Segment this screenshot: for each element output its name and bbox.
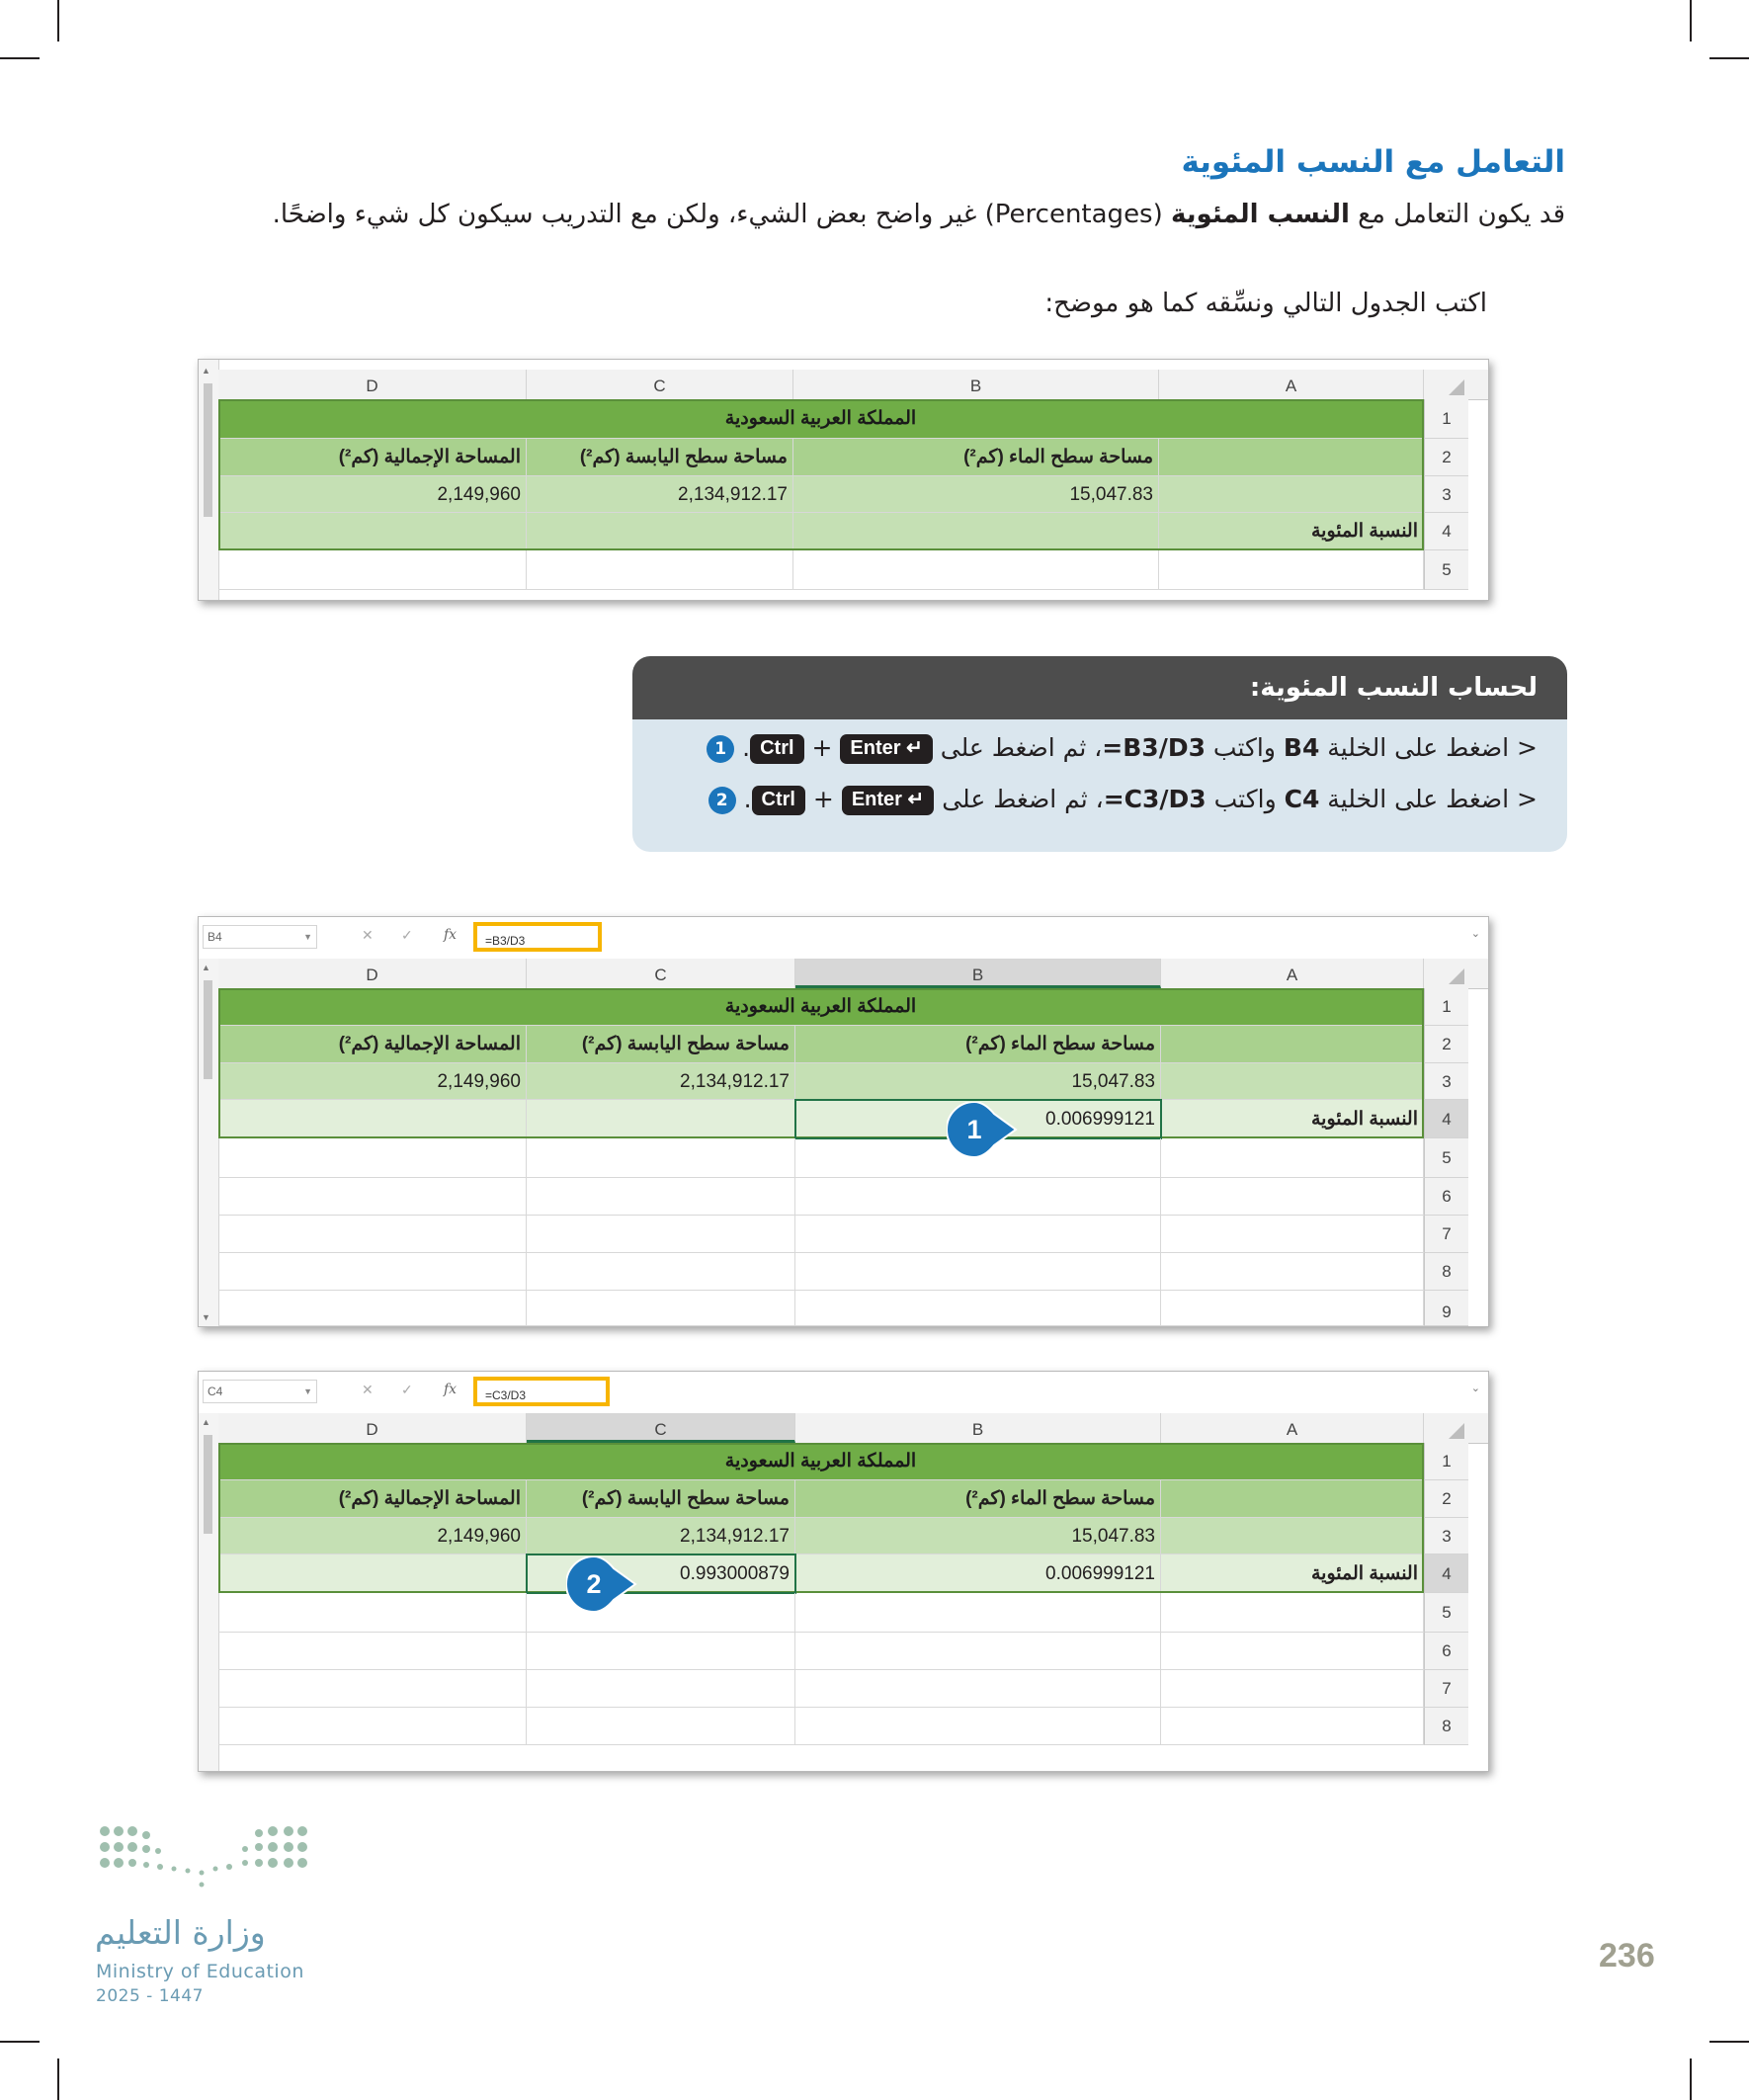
ministry-name-english: Ministry of Education — [96, 1961, 304, 1982]
cell-b8[interactable] — [795, 1253, 1161, 1291]
cell-c8[interactable] — [527, 1253, 795, 1291]
cell-c2[interactable]: مساحة سطح اليابسة (كم²) — [527, 1480, 795, 1518]
cell-d7[interactable] — [218, 1670, 527, 1708]
cell-d4[interactable] — [218, 1100, 527, 1138]
ministry-logo-icon — [97, 1823, 312, 1894]
cell-c5[interactable] — [527, 1138, 795, 1178]
row-number[interactable]: 5 — [1424, 1593, 1468, 1633]
cell-b6[interactable] — [795, 1633, 1161, 1670]
row-number[interactable]: 6 — [1424, 1633, 1468, 1670]
enter-check-icon[interactable]: ✓ — [401, 1382, 413, 1397]
row-number[interactable]: 6 — [1424, 1178, 1468, 1216]
chevron-down-icon[interactable]: ▼ — [303, 1386, 312, 1396]
row-2 — [218, 1480, 1488, 1518]
formula-input[interactable]: =B3/D3 — [473, 922, 602, 952]
ctrl-key-icon: Ctrl — [750, 734, 803, 764]
cell-a4[interactable]: النسبة المئوية — [1161, 1100, 1424, 1138]
cell-d3[interactable]: 2,149,960 — [218, 476, 527, 513]
row-5 — [218, 550, 1488, 590]
tip-step-1 — [707, 733, 1538, 764]
cell-b9[interactable] — [795, 1291, 1161, 1326]
cell-d8[interactable] — [218, 1253, 527, 1291]
page-number: 236 — [1599, 1937, 1655, 1974]
row-5 — [218, 1138, 1488, 1178]
name-box[interactable] — [203, 925, 317, 949]
row-4 — [218, 513, 1488, 550]
cell-a8[interactable] — [1161, 1708, 1424, 1745]
step-cell-ref: C4 — [1284, 785, 1320, 813]
cell-b4[interactable] — [793, 513, 1159, 550]
cancel-icon[interactable]: ✕ — [362, 1382, 374, 1397]
row-number[interactable]: 8 — [1424, 1708, 1468, 1745]
cell-b4[interactable]: 0.006999121 — [795, 1554, 1161, 1593]
step-text: واكتب — [1205, 733, 1284, 762]
tip-box — [632, 656, 1567, 852]
cell-a4[interactable]: النسبة المئوية — [1159, 513, 1424, 550]
vertical-scrollbar[interactable] — [199, 1413, 219, 1771]
cell-d6[interactable] — [218, 1178, 527, 1216]
cell-c5[interactable] — [527, 550, 793, 590]
cell-c8[interactable] — [527, 1708, 795, 1745]
row-9 — [218, 1291, 1488, 1326]
row-number[interactable]: 5 — [1424, 1138, 1468, 1178]
column-header-a[interactable]: A — [1159, 370, 1424, 399]
cell-b8[interactable] — [795, 1708, 1161, 1745]
cell-a2[interactable] — [1159, 439, 1424, 476]
row-3 — [218, 1063, 1488, 1100]
cell-title[interactable]: المملكة العربية السعودية — [218, 988, 1424, 1026]
cell-d3[interactable]: 2,149,960 — [218, 1063, 527, 1100]
ministry-name-arabic: وزارة التعليم — [95, 1913, 266, 1952]
cell-a2[interactable] — [1161, 1026, 1424, 1063]
name-box[interactable] — [203, 1380, 317, 1403]
cell-a8[interactable] — [1161, 1253, 1424, 1291]
sheet-grid — [218, 1413, 1488, 1771]
cell-c6[interactable] — [527, 1633, 795, 1670]
cancel-icon[interactable]: ✕ — [362, 927, 374, 943]
spreadsheet-screenshot-2 — [198, 916, 1489, 1327]
cell-c6[interactable] — [527, 1178, 795, 1216]
sheet-grid — [218, 370, 1488, 600]
column-header-c[interactable]: C — [527, 959, 795, 988]
scroll-up-icon[interactable]: ▲ — [202, 963, 210, 972]
cell-a5[interactable] — [1159, 550, 1424, 590]
row-number[interactable]: 7 — [1424, 1216, 1468, 1253]
tip-step-2 — [708, 785, 1538, 815]
expand-formula-icon[interactable]: ⌄ — [1470, 1383, 1480, 1394]
column-header-b[interactable]: B — [793, 370, 1159, 399]
row-number[interactable]: 3 — [1424, 1063, 1468, 1100]
step-text: ، ثم اضغط على — [934, 785, 1104, 813]
intro-bold-term: النسب المئوية — [1171, 200, 1350, 229]
row-7 — [218, 1216, 1488, 1253]
name-box-value: B4 — [208, 930, 222, 944]
row-number[interactable]: 4 — [1424, 1554, 1468, 1593]
row-number[interactable]: 5 — [1424, 550, 1468, 590]
row-number[interactable]: 8 — [1424, 1253, 1468, 1291]
insert-function-icon[interactable]: fx — [444, 927, 458, 943]
insert-function-icon[interactable]: fx — [444, 1382, 458, 1397]
cell-b7[interactable] — [795, 1670, 1161, 1708]
column-header-d[interactable]: D — [218, 959, 527, 988]
row-3 — [218, 476, 1488, 513]
step-end: . — [742, 733, 751, 762]
row-4 — [218, 1100, 1488, 1138]
cell-c2[interactable]: مساحة سطح اليابسة (كم²) — [527, 439, 793, 476]
cell-d2[interactable]: المساحة الإجمالية (كم²) — [218, 439, 527, 476]
scroll-thumb[interactable] — [204, 383, 212, 517]
instruction-text: اكتب الجدول التالي ونسِّقه كما هو موضح: — [1044, 289, 1487, 318]
cell-c3[interactable]: 2,134,912.17 — [527, 476, 793, 513]
cell-b5[interactable] — [793, 550, 1159, 590]
cell-c2[interactable]: مساحة سطح اليابسة (كم²) — [527, 1026, 795, 1063]
row-2 — [218, 439, 1488, 476]
crop-mark — [0, 2041, 40, 2043]
step-end: . — [743, 785, 752, 813]
cell-d2[interactable]: المساحة الإجمالية (كم²) — [218, 1480, 527, 1518]
section-title: التعامل مع النسب المئوية — [1181, 144, 1565, 180]
crop-mark — [1709, 2041, 1749, 2043]
cell-d5[interactable] — [218, 1593, 527, 1633]
crop-mark — [1690, 2058, 1692, 2100]
cell-b3[interactable]: 15,047.83 — [795, 1518, 1161, 1554]
crop-mark — [1709, 57, 1749, 59]
row-1 — [218, 1443, 1488, 1480]
intro-text: قد يكون التعامل مع — [1349, 200, 1565, 229]
row-number[interactable]: 9 — [1424, 1291, 1468, 1326]
scroll-up-icon[interactable]: ▲ — [202, 366, 210, 376]
intro-paragraph — [273, 200, 1565, 229]
scroll-down-icon[interactable]: ▼ — [202, 1312, 210, 1322]
step-formula: =B3/D3 — [1102, 733, 1206, 762]
select-all-corner[interactable] — [1424, 370, 1468, 399]
ctrl-key-icon: Ctrl — [752, 786, 805, 815]
row-number[interactable]: 1 — [1424, 1443, 1468, 1480]
cell-a6[interactable] — [1161, 1633, 1424, 1670]
step-text: واكتب — [1206, 785, 1285, 813]
row-number[interactable]: 3 — [1424, 476, 1468, 513]
row-number[interactable]: 4 — [1424, 513, 1468, 550]
cell-c4[interactable] — [527, 1100, 795, 1138]
row-2 — [218, 1026, 1488, 1063]
vertical-scrollbar[interactable] — [199, 360, 219, 600]
enter-key-icon: Enter ↵ — [840, 734, 932, 764]
vertical-scrollbar[interactable] — [199, 959, 219, 1326]
cell-d6[interactable] — [218, 1633, 527, 1670]
column-header-a[interactable]: A — [1161, 1413, 1424, 1443]
cell-d2[interactable]: المساحة الإجمالية (كم²) — [218, 1026, 527, 1063]
crop-mark — [57, 0, 59, 42]
plus-sign: + — [804, 785, 842, 813]
row-8 — [218, 1253, 1488, 1291]
row-5 — [218, 1593, 1488, 1633]
row-7 — [218, 1670, 1488, 1708]
scroll-up-icon[interactable]: ▲ — [202, 1417, 210, 1427]
cell-a4[interactable]: النسبة المئوية — [1161, 1554, 1424, 1593]
row-1 — [218, 988, 1488, 1026]
cell-a6[interactable] — [1161, 1178, 1424, 1216]
column-header-row — [218, 370, 1488, 400]
column-header-b[interactable]: B — [795, 959, 1161, 988]
row-6 — [218, 1178, 1488, 1216]
row-number[interactable]: 2 — [1424, 439, 1468, 476]
row-number[interactable]: 3 — [1424, 1518, 1468, 1554]
plus-sign: + — [803, 733, 841, 762]
cell-d5[interactable] — [218, 1138, 527, 1178]
cell-c3[interactable]: 2,134,912.17 — [527, 1518, 795, 1554]
enter-check-icon[interactable]: ✓ — [401, 927, 413, 943]
intro-text-end: (Percentages) غير واضح بعض الشيء، ولكن مع التدريب سيكون كل شيء واضحًا. — [272, 200, 1172, 229]
callout-marker-2 — [566, 1556, 641, 1612]
row-number[interactable]: 4 — [1424, 1100, 1468, 1138]
cell-d3[interactable]: 2,149,960 — [218, 1518, 527, 1554]
callout-number: 1 — [966, 1115, 982, 1144]
cell-d8[interactable] — [218, 1708, 527, 1745]
cell-b2[interactable]: مساحة سطح الماء (كم²) — [793, 439, 1159, 476]
step-text: < اضغط على الخلية — [1319, 785, 1538, 813]
cell-a5[interactable] — [1161, 1138, 1424, 1178]
cell-b7[interactable] — [795, 1216, 1161, 1253]
step-badge: 2 — [708, 787, 736, 814]
column-header-a[interactable]: A — [1161, 959, 1424, 988]
row-number[interactable]: 2 — [1424, 1026, 1468, 1063]
step-formula: =C3/D3 — [1103, 785, 1207, 813]
cell-title[interactable]: المملكة العربية السعودية — [218, 1443, 1424, 1480]
chevron-down-icon[interactable]: ▼ — [303, 932, 312, 942]
crop-mark — [57, 2058, 59, 2100]
cell-d5[interactable] — [218, 550, 527, 590]
spreadsheet-screenshot-3 — [198, 1371, 1489, 1772]
cell-b6[interactable] — [795, 1178, 1161, 1216]
select-all-corner[interactable] — [1424, 959, 1468, 988]
cell-a7[interactable] — [1161, 1216, 1424, 1253]
cell-c7[interactable] — [527, 1670, 795, 1708]
sheet-grid — [218, 959, 1488, 1326]
column-header-d[interactable]: D — [218, 1413, 527, 1443]
expand-formula-icon[interactable]: ⌄ — [1470, 928, 1480, 940]
formula-input[interactable]: =C3/D3 — [473, 1377, 610, 1406]
column-header-c[interactable]: C — [527, 370, 793, 399]
scroll-thumb[interactable] — [204, 980, 212, 1079]
cell-c7[interactable] — [527, 1216, 795, 1253]
column-header-c[interactable]: C — [527, 1413, 795, 1443]
cell-title[interactable]: المملكة العربية السعودية — [218, 399, 1424, 439]
cell-c4[interactable] — [527, 513, 793, 550]
cell-a3[interactable] — [1161, 1518, 1424, 1554]
cell-a3[interactable] — [1159, 476, 1424, 513]
callout-marker-1 — [947, 1102, 1022, 1157]
crop-mark — [1690, 0, 1692, 42]
row-3 — [218, 1518, 1488, 1554]
row-1 — [218, 399, 1488, 439]
step-text: ، ثم اضغط على — [932, 733, 1103, 762]
callout-number: 2 — [586, 1569, 602, 1599]
formula-bar — [199, 1372, 1488, 1414]
tip-title: لحساب النسب المئوية: — [632, 656, 1567, 719]
cell-c3[interactable]: 2,134,912.17 — [527, 1063, 795, 1100]
formula-bar — [199, 917, 1488, 960]
enter-key-icon: Enter ↵ — [842, 786, 934, 815]
step-badge: 1 — [707, 735, 734, 763]
cell-b3[interactable]: 15,047.83 — [795, 1063, 1161, 1100]
cell-b4[interactable]: 0.006999121 — [795, 1100, 1161, 1138]
column-header-row — [218, 959, 1488, 989]
step-cell-ref: B4 — [1283, 733, 1320, 762]
cell-d9[interactable] — [218, 1291, 527, 1326]
step-text: < اضغط على الخلية — [1319, 733, 1538, 762]
row-number[interactable]: 1 — [1424, 988, 1468, 1026]
cell-d4[interactable] — [218, 513, 527, 550]
row-4 — [218, 1554, 1488, 1593]
row-number[interactable]: 7 — [1424, 1670, 1468, 1708]
spreadsheet-screenshot-1 — [198, 359, 1489, 601]
cell-b5[interactable] — [795, 1593, 1161, 1633]
scroll-thumb[interactable] — [204, 1435, 212, 1534]
cell-a9[interactable] — [1161, 1291, 1424, 1326]
name-box-value: C4 — [208, 1385, 223, 1398]
cell-b2[interactable]: مساحة سطح الماء (كم²) — [795, 1480, 1161, 1518]
cell-a2[interactable] — [1161, 1480, 1424, 1518]
cell-a3[interactable] — [1161, 1063, 1424, 1100]
cell-d7[interactable] — [218, 1216, 527, 1253]
academic-year: 2025 - 1447 — [96, 1986, 204, 2006]
cell-a7[interactable] — [1161, 1670, 1424, 1708]
column-header-b[interactable]: B — [795, 1413, 1161, 1443]
row-6 — [218, 1633, 1488, 1670]
crop-mark — [0, 57, 40, 59]
cell-b2[interactable]: مساحة سطح الماء (كم²) — [795, 1026, 1161, 1063]
select-all-corner[interactable] — [1424, 1413, 1468, 1443]
cell-c9[interactable] — [527, 1291, 795, 1326]
row-number[interactable]: 2 — [1424, 1480, 1468, 1518]
column-header-row — [218, 1413, 1488, 1444]
cell-a5[interactable] — [1161, 1593, 1424, 1633]
cell-d4[interactable] — [218, 1554, 527, 1593]
cell-c4[interactable]: 0.993000879 — [527, 1554, 795, 1593]
column-header-d[interactable]: D — [218, 370, 527, 399]
row-8 — [218, 1708, 1488, 1745]
cell-b3[interactable]: 15,047.83 — [793, 476, 1159, 513]
row-number[interactable]: 1 — [1424, 399, 1468, 439]
